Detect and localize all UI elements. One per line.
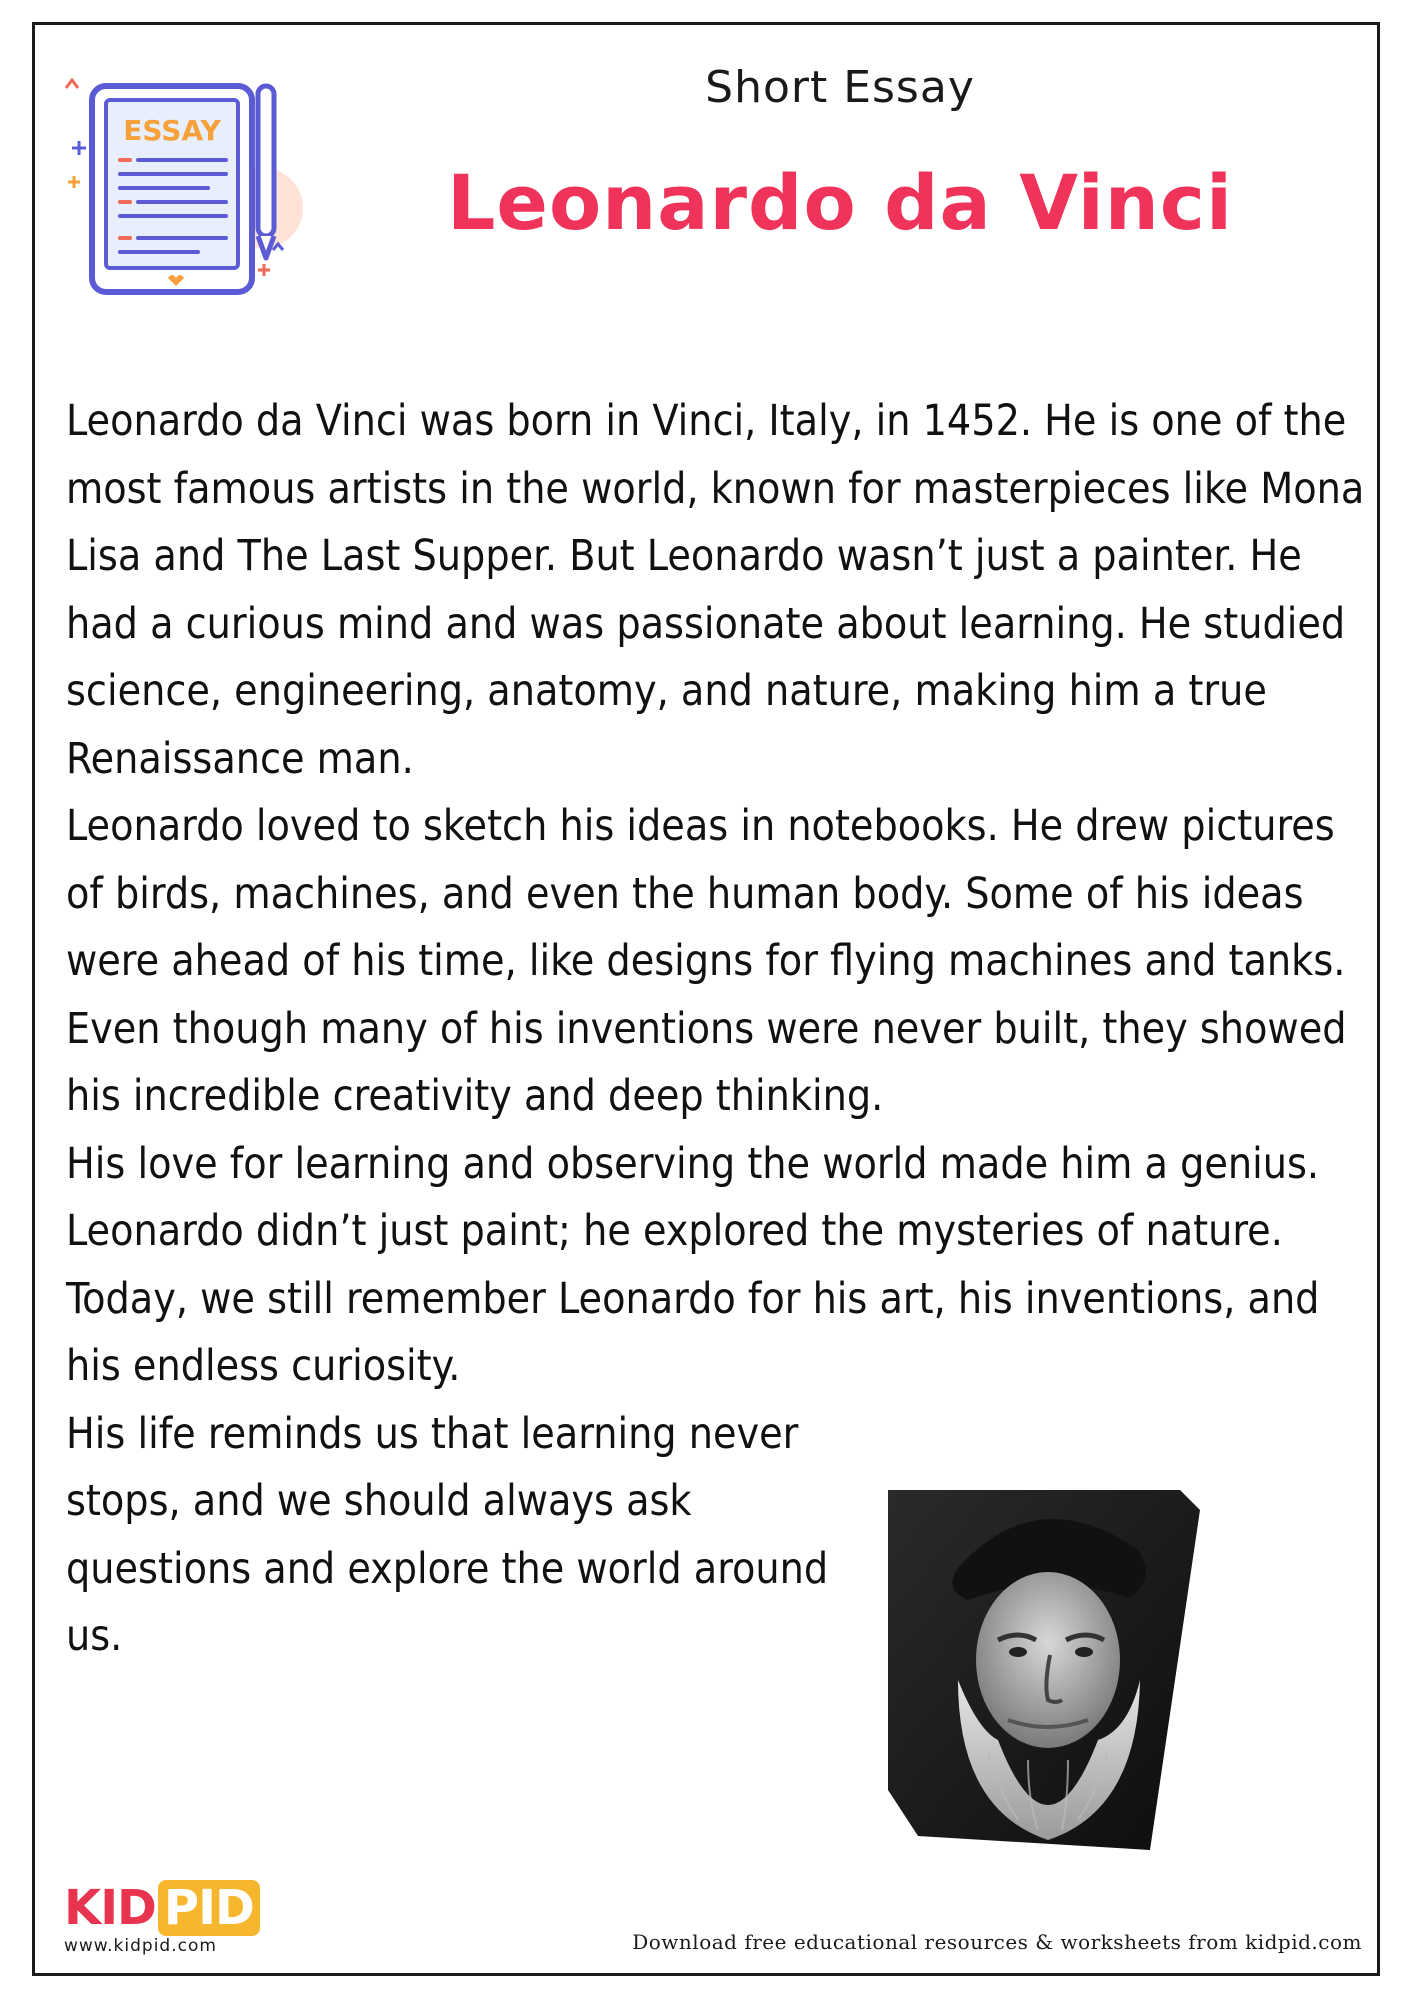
essay-paragraph: Leonardo da Vinci was born in Vinci, Italy, in 1452. He is one of the most famous artists in the world, known for masterpieces like Mona Lisa and The Last Supper. But Leonardo wasn’t just a painter. He had a curious mind and was passionate about learning. He studied science, engineering, anatomy, and nature, making him a true Renaissance man.	[66, 397, 1365, 784]
essay-title: Leonardo da Vinci	[446, 158, 1234, 247]
kidpid-logo[interactable]	[64, 1880, 260, 1956]
logo-url-link[interactable]: www.kidpid.com	[64, 1936, 217, 1956]
essay-icon-label: ESSAY	[123, 114, 221, 147]
essay-paragraph: His life reminds us that learning never stops, and we should always ask questions and explore the world around us.	[66, 1409, 829, 1661]
logo-pid-text: PID	[158, 1880, 260, 1936]
essay-paragraph: His love for learning and observing the world made him a genius. Leonardo didn’t just paint; he explored the mysteries of nature. Today, we still remember Leonardo for his art, his inventions, and his endless curiosity.	[66, 1139, 1320, 1391]
essay-subtitle: Short Essay	[705, 62, 975, 113]
essay-paragraph: Leonardo loved to sketch his ideas in notebooks. He drew pictures of birds, machines, and even the human body. Some of his ideas were ahead of his time, like designs for flying machines and tanks. Even though many of his inventions were never built, they showed his incredible creativity and deep thinking.	[66, 802, 1347, 1121]
leonardo-portrait-image	[888, 1490, 1228, 1850]
footer-download-note: Download free educational resources & worksheets from kidpid.com	[632, 1930, 1362, 1954]
essay-body	[66, 388, 1366, 1671]
kidpid-logo-word	[64, 1880, 260, 1936]
logo-kid-text: KID	[64, 1880, 156, 1936]
essay-document-icon	[58, 78, 308, 318]
